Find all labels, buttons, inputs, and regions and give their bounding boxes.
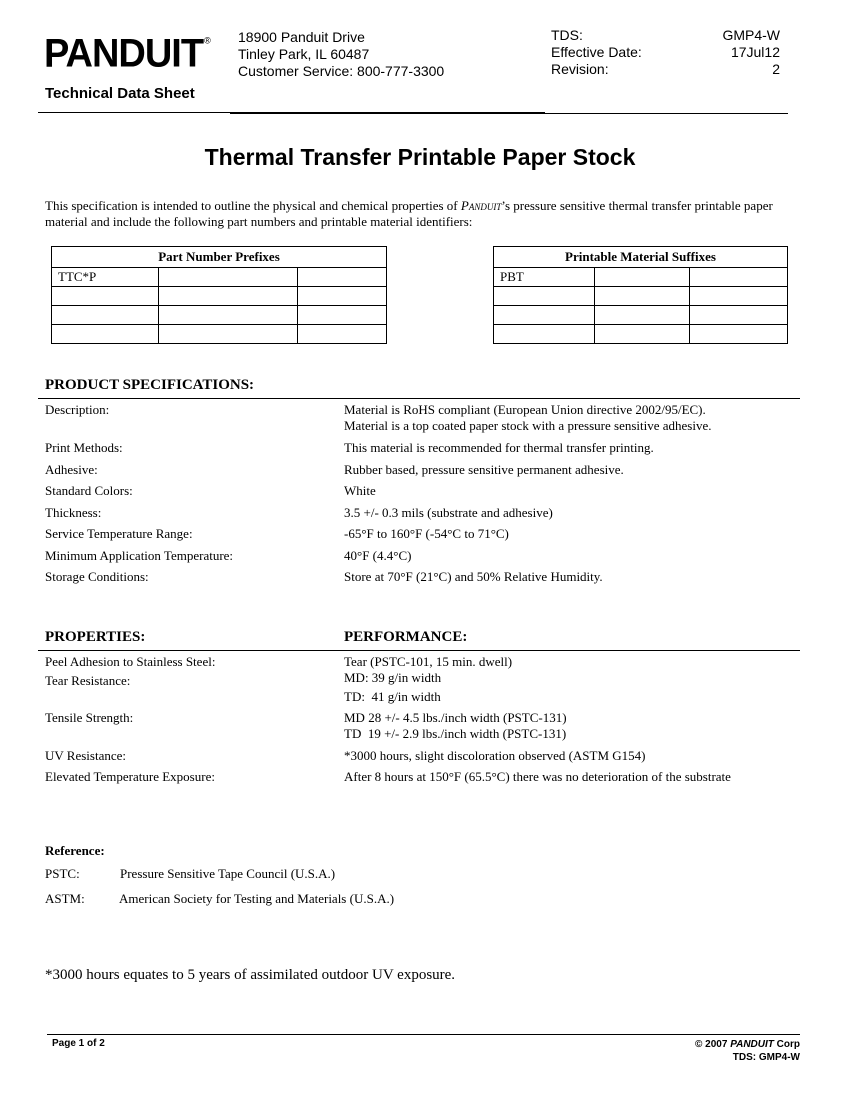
spec-value: -65°F to 160°F (-54°C to 71°C) — [344, 526, 509, 541]
spec-value: 3.5 +/- 0.3 mils (substrate and adhesive) — [344, 505, 553, 520]
copyright-text: © 2007 — [695, 1039, 731, 1050]
spec-label: Thickness: — [45, 505, 102, 520]
table-header: Part Number Prefixes — [52, 247, 387, 268]
spec-value: 40°F (4.4°C) — [344, 548, 412, 563]
table-cell — [298, 268, 387, 287]
table-cell: TTC*P — [52, 268, 159, 287]
table-cell — [595, 268, 690, 287]
spec-value: White — [344, 483, 376, 498]
revision-value: 2 — [772, 61, 780, 77]
product-specs-heading: PRODUCT SPECIFICATIONS: — [45, 377, 255, 393]
table-cell — [595, 325, 690, 344]
logo-text: PANDUIT — [44, 31, 204, 76]
spec-value: Rubber based, pressure sensitive permanent adhesive. — [344, 462, 624, 477]
table-cell — [159, 306, 298, 325]
performance-heading: PERFORMANCE: — [344, 629, 468, 645]
performance-value: TD 19 +/- 2.9 lbs./inch width (PSTC-131) — [344, 726, 567, 741]
company-address — [238, 29, 444, 80]
table-cell — [298, 306, 387, 325]
reference-value: Pressure Sensitive Tape Council (U.S.A.) — [120, 866, 336, 881]
address-line: Tinley Park, IL 60487 — [238, 46, 370, 62]
table-cell — [159, 325, 298, 344]
performance-value: Tear (PSTC-101, 15 min. dwell) — [344, 654, 513, 669]
doc-type-label: Technical Data Sheet — [45, 85, 195, 102]
spec-value: This material is recommended for thermal transfer printing. — [344, 440, 654, 455]
table-cell — [52, 325, 159, 344]
performance-value: TD: 41 g/in width — [344, 689, 441, 704]
spec-label: Adhesive: — [45, 462, 98, 477]
table-cell — [494, 287, 595, 306]
property-label: UV Resistance: — [45, 748, 126, 763]
spec-label: Standard Colors: — [45, 483, 133, 498]
property-label: Peel Adhesion to Stainless Steel: — [45, 654, 216, 669]
intro-text: This specification is intended to outline the physical and chemical properties of — [45, 198, 461, 213]
intro-text: ’s pressure sensitive thermal transfer printable paper material and include the following part numbers and printable material identifiers: — [45, 198, 773, 229]
header-divider — [230, 113, 788, 114]
spec-label: Print Methods: — [45, 440, 123, 455]
table-row — [52, 287, 387, 306]
table-header: Printable Material Suffixes — [494, 247, 788, 268]
performance-value: MD: 39 g/in width — [344, 670, 442, 685]
table-cell — [52, 287, 159, 306]
table-row — [52, 306, 387, 325]
tds-value: GMP4-W — [722, 27, 780, 43]
table-cell — [298, 325, 387, 344]
table-row — [494, 287, 788, 306]
address-line: 18900 Panduit Drive — [238, 29, 365, 45]
performance-value: MD 28 +/- 4.5 lbs./inch width (PSTC-131) — [344, 710, 567, 725]
table-cell — [690, 268, 788, 287]
copyright-brand: PANDUIT — [730, 1039, 774, 1050]
effective-date-label: Effective Date: — [551, 44, 642, 60]
revision-label: Revision: — [551, 61, 609, 77]
reference-key: ASTM: — [45, 891, 85, 906]
table-cell — [690, 325, 788, 344]
properties-heading: PROPERTIES: — [45, 629, 146, 645]
property-label: Tear Resistance: — [45, 673, 131, 688]
spec-value: Material is a top coated paper stock with a pressure sensitive adhesive. — [344, 418, 712, 433]
table-cell — [159, 268, 298, 287]
footer-copyright — [600, 1038, 800, 1064]
table-cell — [298, 287, 387, 306]
section-divider — [38, 398, 800, 399]
part-number-prefixes-table — [51, 246, 387, 344]
table-cell — [595, 306, 690, 325]
doc-meta-labels — [551, 27, 642, 78]
customer-service-line: Customer Service: 800-777-3300 — [238, 63, 445, 79]
table-row — [52, 325, 387, 344]
table-row — [494, 306, 788, 325]
spec-label: Service Temperature Range: — [45, 526, 193, 541]
page-number: Page 1 of 2 — [52, 1038, 105, 1049]
table-cell — [690, 287, 788, 306]
property-label: Elevated Temperature Exposure: — [45, 769, 215, 784]
copyright-line — [600, 1038, 800, 1051]
table-cell — [159, 287, 298, 306]
effective-date-value: 17Jul12 — [730, 44, 780, 60]
table-cell — [494, 306, 595, 325]
table-cell — [595, 287, 690, 306]
reference-value: American Society for Testing and Materials (U.S.A.) — [119, 891, 395, 906]
table-cell — [690, 306, 788, 325]
performance-value: After 8 hours at 150°F (65.5°C) there was no deterioration of the substrate — [344, 769, 731, 784]
spec-value: Store at 70°F (21°C) and 50% Relative Humidity. — [344, 569, 603, 584]
spec-label: Description: — [45, 402, 110, 417]
spec-label: Minimum Application Temperature: — [45, 548, 234, 563]
intro-brand: Panduit — [460, 198, 502, 213]
panduit-logo — [44, 31, 210, 76]
performance-value: *3000 hours, slight discoloration observed (ASTM G154) — [344, 748, 646, 763]
table-row — [52, 268, 387, 287]
copyright-text: Corp — [773, 1039, 800, 1050]
table-row — [494, 268, 788, 287]
tds-label: TDS: — [551, 27, 583, 43]
footnote: *3000 hours equates to 5 years of assimilated outdoor UV exposure. — [45, 967, 456, 983]
printable-material-suffixes-table — [493, 246, 788, 344]
property-label: Tensile Strength: — [45, 710, 134, 725]
spec-value: Material is RoHS compliant (European Union directive 2002/95/EC). — [344, 402, 706, 417]
table-cell: PBT — [494, 268, 595, 287]
table-row — [494, 325, 788, 344]
section-divider — [38, 650, 800, 651]
intro-paragraph — [45, 198, 805, 230]
table-cell — [494, 325, 595, 344]
registered-mark: ® — [204, 35, 210, 46]
document-title: Thermal Transfer Printable Paper Stock — [204, 144, 636, 170]
doc-meta-values — [680, 27, 780, 78]
footer-divider — [47, 1034, 800, 1035]
footer-tds: TDS: GMP4-W — [732, 1052, 800, 1063]
reference-key: PSTC: — [45, 866, 80, 881]
table-cell — [52, 306, 159, 325]
spec-label: Storage Conditions: — [45, 569, 149, 584]
reference-heading: Reference: — [45, 843, 105, 858]
